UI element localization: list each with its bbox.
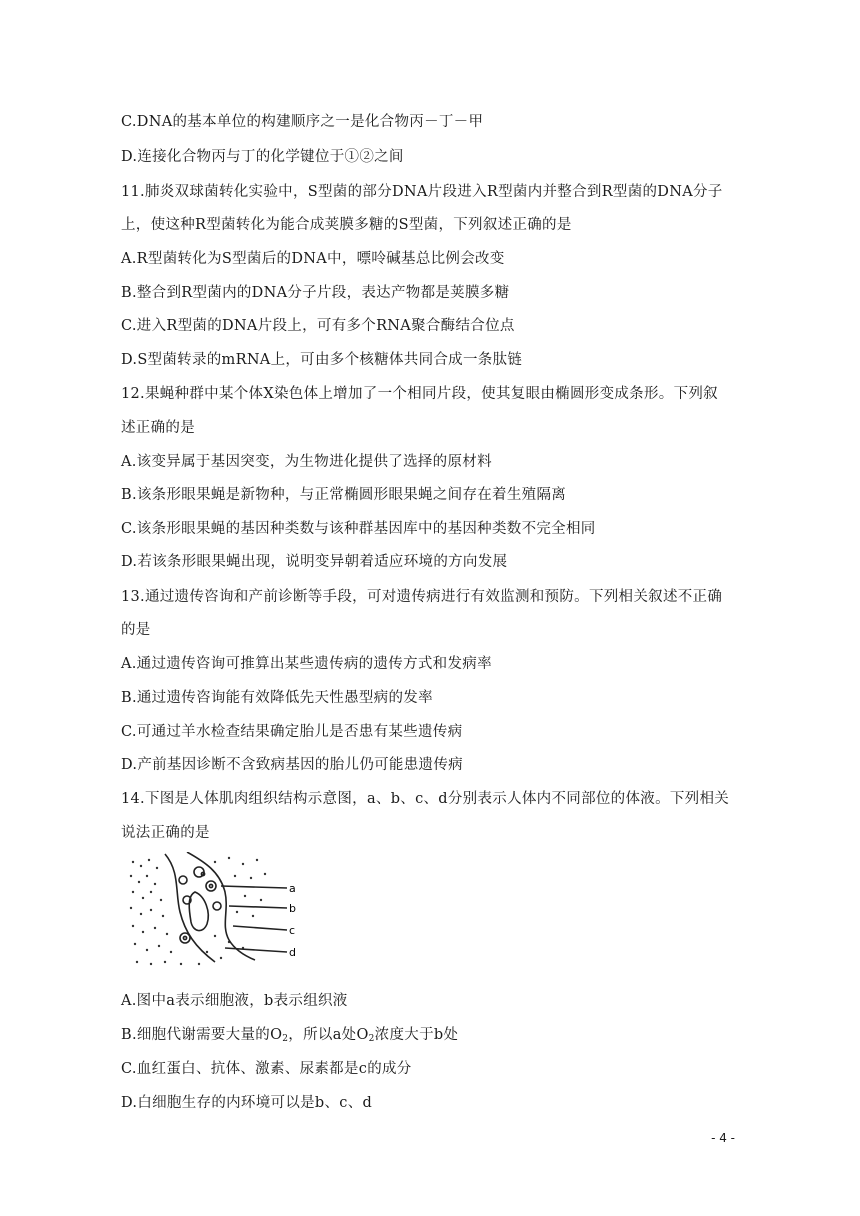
q10-option-c: C.DNA的基本单位的构建顺序之一是化合物丙－丁－甲: [121, 114, 484, 130]
q11-stem-1: 11.肺炎双球菌转化实验中，S型菌的部分DNA片段进入R型菌内并整合到R型菌的DNA分子: [121, 184, 723, 200]
figure-label-d: d: [289, 946, 296, 959]
q14-stem-2: 说法正确的是: [121, 825, 210, 841]
q14-option-d: D.白细胞生存的内环境可以是b、c、d: [121, 1095, 373, 1111]
q11-option-a: A.R型菌转化为S型菌后的DNA中，嘌呤碱基总比例会改变: [121, 251, 505, 267]
q11-stem-2: 上，使这种R型菌转化为能合成荚膜多糖的S型菌，下列叙述正确的是: [121, 217, 572, 233]
q14-option-b-part3: 浓度大于b处: [374, 1027, 459, 1043]
subscript-2: 2: [368, 1034, 375, 1044]
figure-label-b: b: [289, 902, 296, 915]
q11-option-d: D.S型菌转录的mRNA上，可由多个核糖体共同合成一条肽链: [121, 352, 523, 368]
q12-option-d: D.若该条形眼果蝇出现，说明变异朝着适应环境的方向发展: [121, 554, 508, 570]
q13-stem-1: 13.通过遗传咨询和产前诊断等手段，可对遗传病进行有效监测和预防。下列相关叙述不正确: [121, 589, 723, 605]
q14-stem-1: 14.下图是人体肌肉组织结构示意图，a、b、c、d分别表示人体内不同部位的体液。下列相关: [121, 791, 730, 807]
q13-option-b: B.通过遗传咨询能有效降低先天性愚型病的发率: [121, 690, 433, 706]
q14-option-c: C.血红蛋白、抗体、激素、尿素都是c的成分: [121, 1061, 412, 1077]
q14-option-a: A.图中a表示细胞液，b表示组织液: [121, 993, 348, 1009]
q12-stem-2: 述正确的是: [121, 420, 195, 436]
q10-option-d: D.连接化合物丙与丁的化学键位于①②之间: [121, 149, 404, 165]
q12-option-a: A.该变异属于基因突变，为生物进化提供了选择的原材料: [121, 454, 492, 470]
q12-stem-1: 12.果蝇种群中某个体X染色体上增加了一个相同片段，使其复眼由椭圆形变成条形。下列叙: [121, 386, 718, 402]
q12-option-b: B.该条形眼果蝇是新物种，与正常椭圆形眼果蝇之间存在着生殖隔离: [121, 487, 567, 503]
q13-stem-2: 的是: [121, 622, 151, 638]
q14-option-b-part1: B.细胞代谢需要大量的O: [121, 1027, 283, 1043]
page-number: - 4 -: [711, 1131, 735, 1145]
figure-label-a: a: [289, 882, 296, 895]
q14-option-b: [121, 1025, 458, 1049]
q12-option-c: C.该条形眼果蝇的基因种类数与该种群基因库中的基因种类数不完全相同: [121, 521, 596, 537]
q11-option-c: C.进入R型菌的DNA片段上，可有多个RNA聚合酶结合位点: [121, 318, 515, 334]
q14-option-b-part2: ，所以a处O: [288, 1027, 369, 1043]
q11-option-b: B.整合到R型菌内的DNA分子片段，表达产物都是荚膜多糖: [121, 285, 510, 301]
muscle-tissue-diagram: [125, 852, 315, 972]
subscript-2: 2: [282, 1034, 289, 1044]
q13-option-a: A.通过遗传咨询可推算出某些遗传病的遗传方式和发病率: [121, 656, 492, 672]
q13-option-d: D.产前基因诊断不含致病基因的胎儿仍可能患遗传病: [121, 757, 463, 773]
figure-label-c: c: [289, 924, 296, 937]
q13-option-c: C.可通过羊水检查结果确定胎儿是否患有某些遗传病: [121, 724, 463, 740]
